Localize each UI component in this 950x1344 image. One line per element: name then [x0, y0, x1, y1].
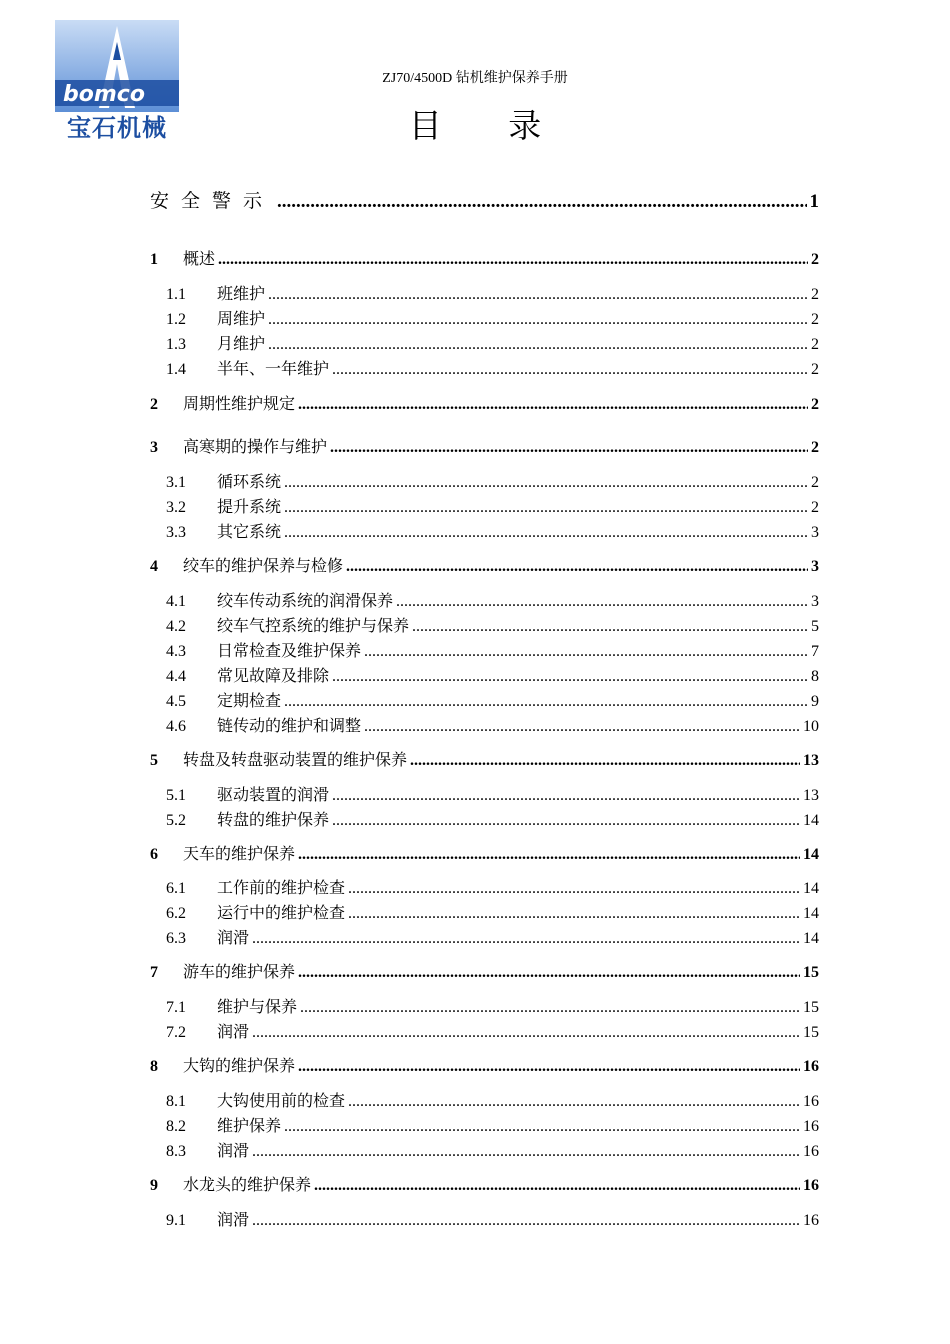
toc-entry-label: 绞车传动系统的润滑保养 — [217, 591, 394, 610]
toc-entry-label: 工作前的维护检查 — [217, 878, 346, 897]
toc-entry-label: 水龙头的维护保养 — [183, 1175, 312, 1194]
toc-entry-number: 2 — [150, 396, 158, 413]
dot-leader — [412, 618, 808, 636]
toc-entry-number: 4 — [150, 558, 158, 575]
dot-leader — [346, 558, 808, 576]
toc-entry[interactable] — [150, 246, 819, 269]
toc-entry-number: 8.3 — [166, 1143, 186, 1160]
toc-entry-page: 16 — [803, 1058, 819, 1075]
toc-entry-number: 4.2 — [166, 618, 186, 635]
toc-entry[interactable] — [150, 1113, 819, 1136]
logo-brand-cn: 宝石机械 — [67, 114, 167, 142]
toc-entry-page: 16 — [803, 1093, 819, 1110]
toc-entry-number: 1.3 — [166, 336, 186, 353]
dot-leader — [300, 999, 800, 1017]
page-header: ZJ70/4500D 钻机维护保养手册 — [382, 71, 568, 86]
dot-leader — [284, 524, 808, 542]
toc-entry-page: 2 — [811, 474, 819, 491]
toc-entry-page: 16 — [803, 1118, 819, 1135]
toc-entry-number: 9.1 — [166, 1212, 186, 1229]
toc-entry-label: 大钩的维护保养 — [183, 1056, 296, 1075]
toc-entry-page: 14 — [803, 880, 819, 897]
toc-entry-number: 3.3 — [166, 524, 186, 541]
toc-entry-number: 7.2 — [166, 1024, 186, 1041]
toc-entry[interactable] — [150, 613, 819, 636]
dot-leader — [332, 668, 808, 686]
toc-entry[interactable] — [150, 747, 819, 770]
toc-entry[interactable] — [150, 306, 819, 329]
toc-entry[interactable] — [150, 434, 819, 457]
toc-entry-page: 5 — [811, 618, 819, 635]
dot-leader — [314, 1177, 800, 1195]
toc-entry[interactable] — [150, 1019, 819, 1042]
toc-entry-label: 润滑 — [217, 1141, 250, 1160]
toc-entry-page: 7 — [811, 643, 819, 660]
toc-entry[interactable] — [150, 494, 819, 517]
toc-entry[interactable] — [150, 841, 819, 864]
toc-entry[interactable] — [150, 807, 819, 830]
toc-entry-label: 转盘及转盘驱动装置的维护保养 — [183, 750, 408, 769]
toc-entry-page: 2 — [811, 251, 819, 268]
toc-entry-page: 2 — [811, 286, 819, 303]
dot-leader — [364, 643, 808, 661]
toc-entry-page: 15 — [803, 999, 819, 1016]
toc-entry-number: 4.3 — [166, 643, 186, 660]
toc-entry-page: 2 — [811, 311, 819, 328]
toc-entry-label: 概述 — [183, 249, 216, 268]
toc-entry[interactable] — [150, 900, 819, 923]
toc-entry-label: 维护保养 — [217, 1116, 282, 1135]
toc-entry-label: 游车的维护保养 — [183, 962, 296, 981]
dot-leader — [298, 964, 800, 982]
toc-entry-page: 15 — [803, 1024, 819, 1041]
toc-entry-number: 1.4 — [166, 361, 186, 378]
toc-entry-label: 定期检查 — [217, 691, 282, 710]
toc-entry-page: 3 — [811, 593, 819, 610]
toc-entry-number: 1.2 — [166, 311, 186, 328]
dot-leader — [348, 905, 800, 923]
toc-entry-label: 润滑 — [217, 928, 250, 947]
dot-leader — [252, 1143, 800, 1161]
dot-leader — [252, 930, 800, 948]
toc-entry-number: 5.2 — [166, 812, 186, 829]
toc-entry-number: 4.1 — [166, 593, 186, 610]
toc-entry-page: 2 — [811, 361, 819, 378]
dot-leader — [332, 361, 808, 379]
toc-entry-number: 8.2 — [166, 1118, 186, 1135]
toc-entry-page: 8 — [811, 668, 819, 685]
toc-entry[interactable] — [150, 875, 819, 898]
toc-entry-number: 7.1 — [166, 999, 186, 1016]
dot-leader — [332, 812, 800, 830]
toc-entry-page: 14 — [803, 930, 819, 947]
toc-entry-label: 链传动的维护和调整 — [217, 716, 362, 735]
toc-entry-page: 16 — [803, 1177, 819, 1194]
dot-leader — [252, 1024, 800, 1042]
toc-entry-label: 安全警示 — [150, 190, 275, 212]
dot-leader — [277, 191, 806, 213]
toc-entry-label: 常见故障及排除 — [217, 666, 330, 685]
toc-entry-label: 天车的维护保养 — [183, 844, 296, 863]
dot-leader — [364, 718, 800, 736]
dot-leader — [268, 336, 808, 354]
toc-entry[interactable] — [150, 1207, 819, 1230]
toc-entry[interactable] — [150, 281, 819, 304]
toc-entry-number: 4.5 — [166, 693, 186, 710]
toc-entry[interactable] — [150, 469, 819, 492]
toc-entry-number: 4.4 — [166, 668, 186, 685]
toc-entry-number: 8 — [150, 1058, 158, 1075]
toc-entry[interactable] — [150, 638, 819, 661]
dot-leader — [284, 693, 808, 711]
toc-entry-number: 9 — [150, 1177, 158, 1194]
toc-entry-label: 高寒期的操作与维护 — [183, 437, 328, 456]
toc-entry-page: 1 — [809, 191, 819, 212]
dot-leader — [298, 1058, 800, 1076]
toc-entry-number: 5.1 — [166, 787, 186, 804]
toc-entry-number: 1 — [150, 251, 158, 268]
toc-entry[interactable] — [150, 519, 819, 542]
toc-entry-page: 15 — [803, 964, 819, 981]
dot-leader — [298, 396, 808, 414]
toc-entry-page: 13 — [803, 752, 819, 769]
toc-entry-number: 6.1 — [166, 880, 186, 897]
dot-leader — [284, 1118, 800, 1136]
toc-entry-label: 绞车气控系统的维护与保养 — [217, 616, 410, 635]
toc-entry-number: 3.1 — [166, 474, 186, 491]
toc-entry[interactable] — [150, 925, 819, 948]
toc-entry-number: 5 — [150, 752, 158, 769]
toc-entry-label: 绞车的维护保养与检修 — [183, 556, 344, 575]
dot-leader — [268, 311, 808, 329]
toc-entry-label: 转盘的维护保养 — [217, 810, 330, 829]
toc-entry-label: 周维护 — [217, 309, 266, 328]
toc-entry-page: 14 — [803, 846, 819, 863]
toc-entry-label: 周期性维护规定 — [183, 394, 296, 413]
toc-entry-page: 9 — [811, 693, 819, 710]
toc-entry[interactable] — [150, 186, 819, 213]
toc-entry-label: 驱动装置的润滑 — [217, 785, 330, 804]
dot-leader — [252, 1212, 800, 1230]
toc-entry-number: 6.3 — [166, 930, 186, 947]
toc-entry-page: 2 — [811, 439, 819, 456]
toc-entry-label: 提升系统 — [217, 497, 282, 516]
toc-entry-page: 13 — [803, 787, 819, 804]
toc-entry[interactable] — [150, 713, 819, 736]
toc-entry-page: 2 — [811, 499, 819, 516]
toc-entry-number: 3.2 — [166, 499, 186, 516]
logo-brand-en: bomco — [63, 82, 145, 107]
dot-leader — [284, 474, 808, 492]
dot-leader — [332, 787, 800, 805]
dot-leader — [298, 846, 800, 864]
toc-entry[interactable] — [150, 782, 819, 805]
toc-entry-label: 月维护 — [217, 334, 266, 353]
toc-entry-label: 运行中的维护检查 — [217, 903, 346, 922]
toc-entry[interactable] — [150, 356, 819, 379]
toc-entry-page: 16 — [803, 1143, 819, 1160]
toc-entry[interactable] — [150, 588, 819, 611]
toc-entry-label: 半年、一年维护 — [217, 359, 330, 378]
dot-leader — [218, 251, 808, 269]
page-title: 目 录 — [408, 106, 570, 145]
toc-entry-label: 日常检查及维护保养 — [217, 641, 362, 660]
toc-entry-page: 2 — [811, 396, 819, 413]
toc-entry-page: 14 — [803, 905, 819, 922]
toc-entry-page: 3 — [811, 524, 819, 541]
toc-entry-page: 2 — [811, 336, 819, 353]
toc-entry-number: 6.2 — [166, 905, 186, 922]
dot-leader — [348, 1093, 800, 1111]
dot-leader — [348, 880, 800, 898]
toc-entry-number: 8.1 — [166, 1093, 186, 1110]
toc-entry-number: 6 — [150, 846, 158, 863]
toc-entry[interactable] — [150, 391, 819, 414]
toc-entry[interactable] — [150, 663, 819, 686]
toc-entry[interactable] — [150, 959, 819, 982]
toc-entry-page: 3 — [811, 558, 819, 575]
toc-entry-label: 循环系统 — [217, 472, 282, 491]
toc-entry[interactable] — [150, 688, 819, 711]
toc-entry[interactable] — [150, 1088, 819, 1111]
dot-leader — [330, 439, 808, 457]
toc-entry-number: 3 — [150, 439, 158, 456]
toc-entry-label: 维护与保养 — [217, 997, 298, 1016]
toc-entry[interactable] — [150, 994, 819, 1017]
dot-leader — [410, 752, 800, 770]
dot-leader — [284, 499, 808, 517]
toc-entry-number: 4.6 — [166, 718, 186, 735]
toc-entry-number: 1.1 — [166, 286, 186, 303]
dot-leader — [268, 286, 808, 304]
toc-entry-label: 班维护 — [217, 284, 266, 303]
toc-entry-label: 其它系统 — [217, 522, 282, 541]
toc-entry-page: 14 — [803, 812, 819, 829]
toc-entry-page: 10 — [803, 718, 819, 735]
toc-entry-label: 润滑 — [217, 1210, 250, 1229]
toc-entry-label: 大钩使用前的检查 — [217, 1091, 346, 1110]
toc-entry[interactable] — [150, 331, 819, 354]
toc-entry-number: 7 — [150, 964, 158, 981]
toc-entry[interactable] — [150, 1053, 819, 1076]
toc-entry-page: 16 — [803, 1212, 819, 1229]
logo-mark-icon — [55, 20, 179, 112]
toc-entry[interactable] — [150, 1138, 819, 1161]
toc-entry-label: 润滑 — [217, 1022, 250, 1041]
toc-entry[interactable] — [150, 553, 819, 576]
dot-leader — [396, 593, 808, 611]
toc-entry[interactable] — [150, 1172, 819, 1195]
